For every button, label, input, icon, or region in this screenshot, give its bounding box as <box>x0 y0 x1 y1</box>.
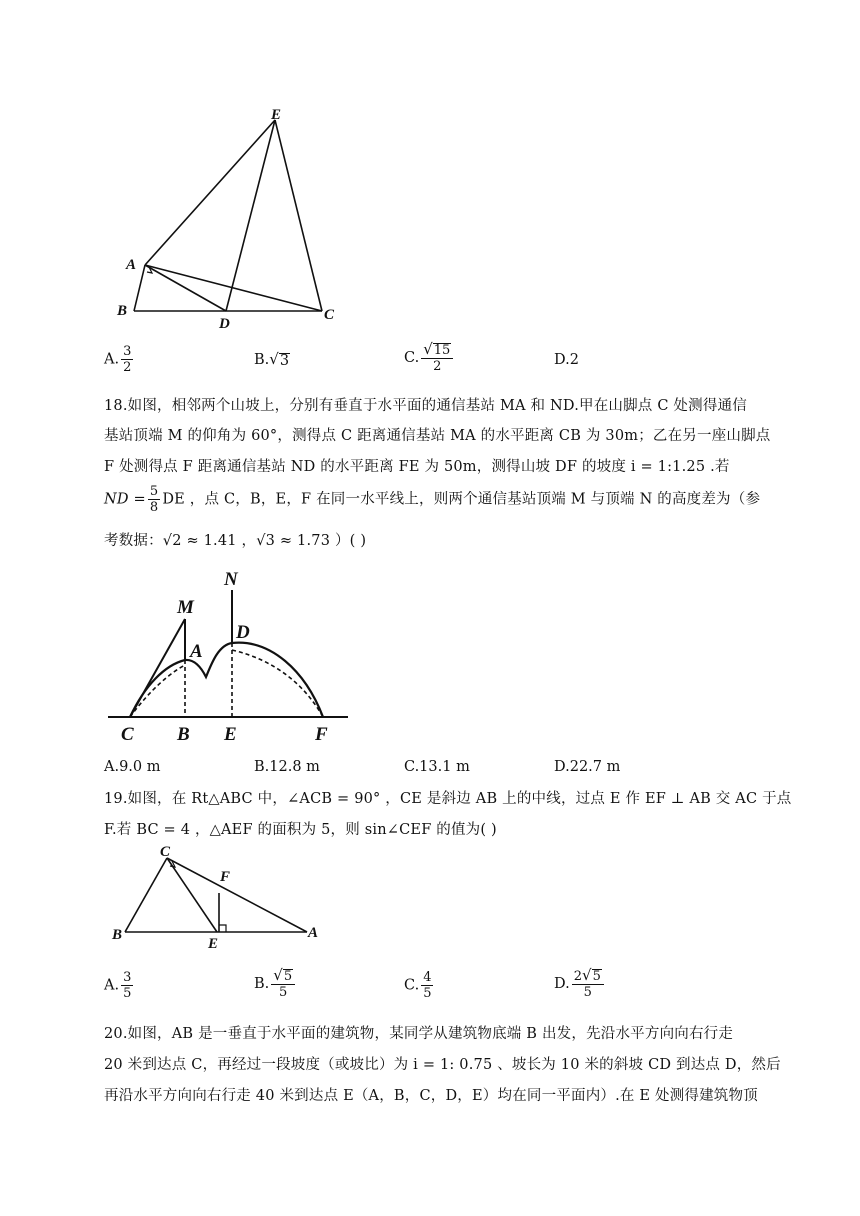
label-E: E <box>224 724 237 745</box>
q18-line-5: 考数据：√2 ≈ 1.41 ，√3 ≈ 1.73 ）( ) <box>104 533 367 549</box>
label-A: A <box>308 925 319 941</box>
q18-line-4: ND = $\frac{5}{8}$ DE ，点 C，B，E，F 在同一水平线上，则两个通信基站顶端 M 与顶端 N 的高度差为（参 <box>104 484 761 515</box>
label-C: C <box>121 724 134 745</box>
q19-option-c[interactable]: C. $\frac{4}{5}$ <box>404 970 432 1001</box>
q20-line-2: 20 米到达点 C，再经过一段坡度（或坡比）为 i = 1: 0.75 、坡长为 10 米的斜坡 CD 到达点 D，然后 <box>104 1057 781 1073</box>
label-F: F <box>315 724 328 745</box>
q18-option-d[interactable]: D.22.7 m <box>554 759 621 775</box>
label-E: E <box>208 936 219 952</box>
q20-line-3: 再沿水平方向向右行走 40 米到达点 E（A，B，C，D，E）均在同一平面内）.在 E 处测得建筑物顶 <box>104 1088 758 1104</box>
q19-option-b[interactable]: B. √ 5 5 <box>254 968 297 1000</box>
label-C: C <box>160 844 171 860</box>
label-B: B <box>112 927 123 943</box>
label-A: A <box>190 641 203 662</box>
label-C: C <box>324 307 335 323</box>
label-N: N <box>224 569 238 590</box>
label-B: B <box>117 303 128 319</box>
q17-option-a[interactable]: A. $\frac{3}{2}$ <box>104 344 132 375</box>
q18-option-c[interactable]: C.13.1 m <box>404 759 470 775</box>
figure-q17 <box>105 100 350 330</box>
label-E: E <box>271 107 282 123</box>
figure-q18 <box>105 565 355 750</box>
label-F: F <box>220 869 231 885</box>
q17-option-c[interactable]: C. √ 15 2 <box>404 342 455 374</box>
q18-line-3: F 处测得点 F 距离通信基站 ND 的水平距离 FE 为 50m，测得山坡 DF 的坡度 i = 1:1.25 .若 <box>104 459 730 475</box>
q19-option-d[interactable]: D. 2 √ 5 5 <box>554 968 606 1000</box>
q18-option-a[interactable]: A.9.0 m <box>104 759 161 775</box>
label-B: B <box>177 724 190 745</box>
q18-line-1: 18.如图，相邻两个山坡上，分别有垂直于水平面的通信基站 MA 和 ND.甲在山脚点 C 处测得通信 <box>104 398 747 414</box>
q19-line-2: F.若 BC = 4 ，△AEF 的面积为 5，则 sin∠CEF 的值为( ) <box>104 822 497 838</box>
q17-option-b[interactable]: B. √ 3 <box>254 350 290 369</box>
q17-option-d[interactable]: D.2 <box>554 352 579 368</box>
q18-option-b[interactable]: B.12.8 m <box>254 759 320 775</box>
label-D: D <box>219 316 230 330</box>
q19-line-1: 19.如图，在 Rt△ABC 中，∠ACB = 90° ，CE 是斜边 AB 上的中线，过点 E 作 EF ⊥ AB 交 AC 于点 <box>104 791 792 807</box>
label-D: D <box>236 622 250 643</box>
label-A: A <box>126 257 137 273</box>
q19-option-a[interactable]: A. $\frac{3}{5}$ <box>104 970 132 1001</box>
q20-line-1: 20.如图，AB 是一垂直于水平面的建筑物，某同学从建筑物底端 B 出发，先沿水平方向向右行走 <box>104 1026 734 1042</box>
q18-line-2: 基站顶端 M 的仰角为 60°，测得点 C 距离通信基站 MA 的水平距离 CB 为 30m；乙在另一座山脚点 <box>104 428 771 444</box>
figure-q19 <box>108 838 328 953</box>
label-M: M <box>177 597 194 618</box>
